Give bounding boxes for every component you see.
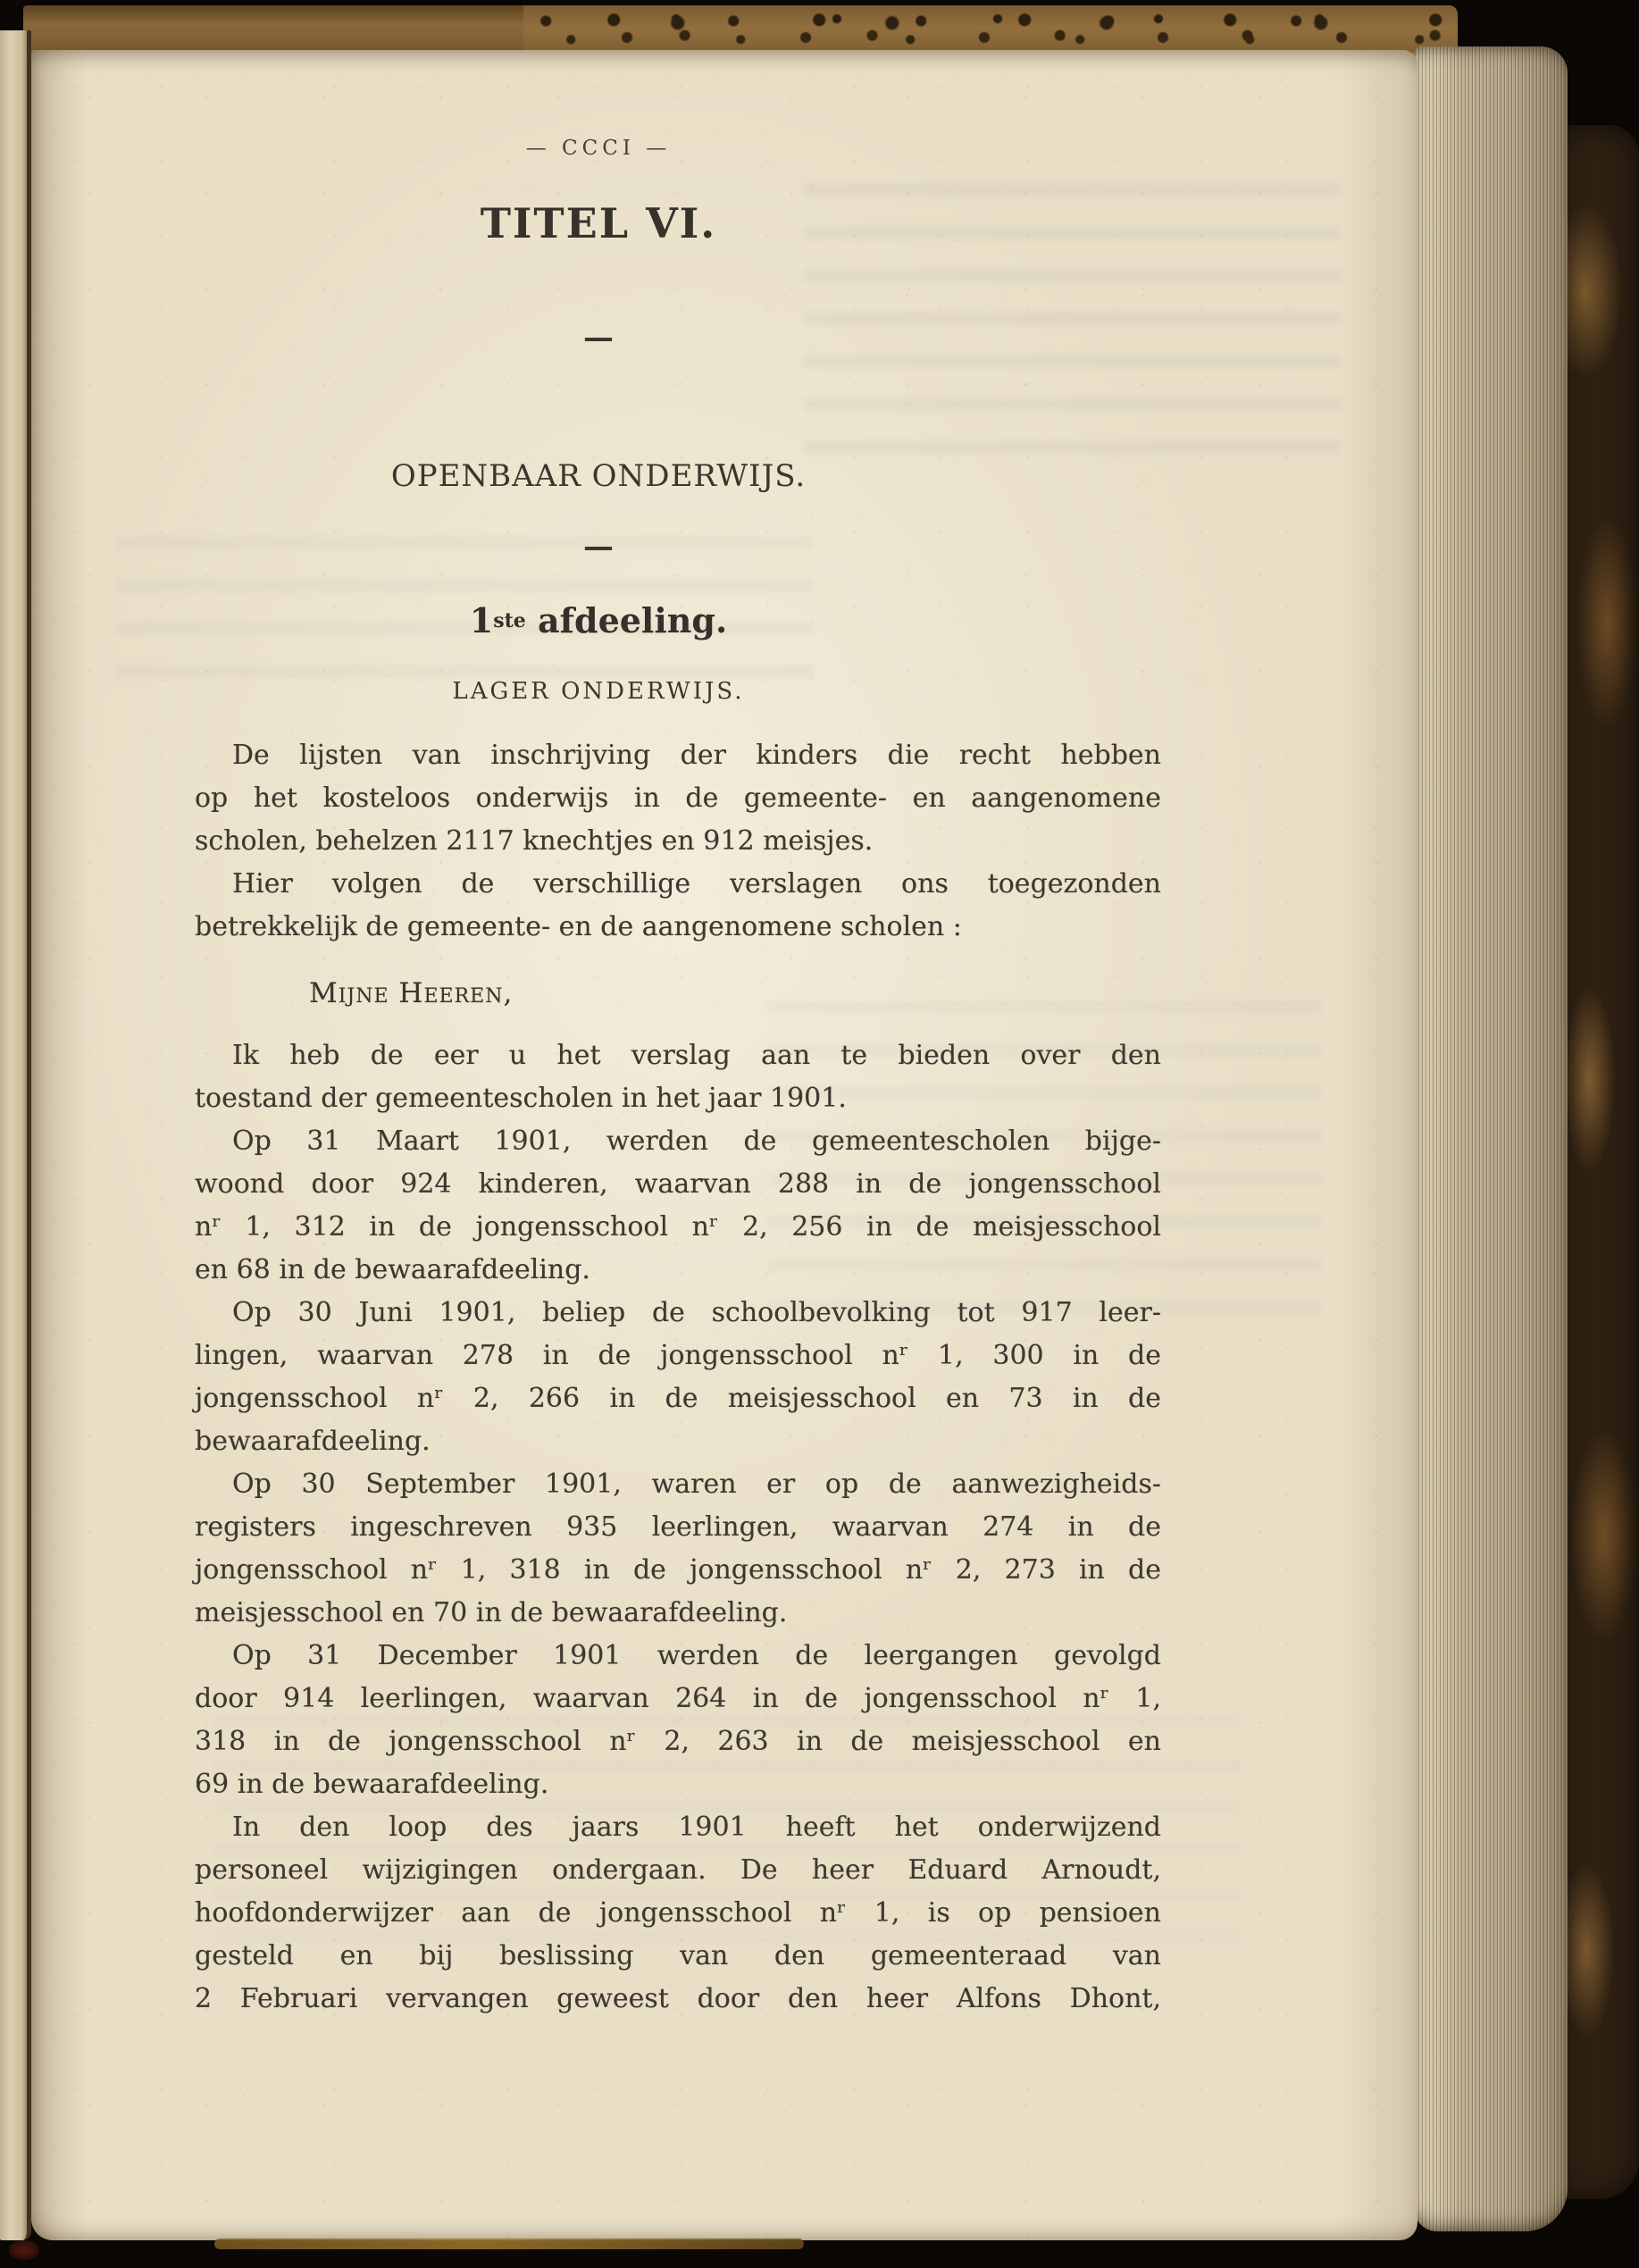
subsection-heading — [0, 600, 1197, 641]
paragraph — [195, 1463, 1161, 1635]
subsection-number: 1 — [469, 600, 494, 640]
text-line: Op 31 Maart 1901, werden de gemeentescholen bijge- — [232, 1126, 1161, 1157]
text-line: registers ingeschreven 935 leerlingen, waarvan 274 in de — [195, 1511, 1161, 1543]
paragraph — [195, 863, 1161, 949]
text-line: jongensschool nʳ 1, 318 in de jongensschool nʳ 2, 273 in de — [195, 1554, 1161, 1586]
text-line: 69 in de bewaarafdeeling. — [195, 1769, 549, 1800]
salutation: Mijne Heeren, — [309, 977, 514, 1009]
text-line: jongensschool nʳ 2, 266 in de meisjesschool en 73 in de — [195, 1383, 1161, 1414]
paragraph — [195, 1034, 1161, 1120]
page-title: TITEL VI. — [480, 199, 717, 247]
text-line: personeel wijzigingen ondergaan. De heer Eduard Arnoudt, — [195, 1854, 1161, 1886]
subheading: LAGER ONDERWIJS. — [452, 678, 745, 705]
text-line: In den loop des jaars 1901 heeft het onderwijzend — [232, 1812, 1161, 1843]
section-heading: OPENBAAR ONDERWIJS. — [390, 458, 807, 494]
text-line: nʳ 1, 312 in de jongensschool nʳ 2, 256 in de meisjesschool — [195, 1211, 1161, 1243]
text-line: meisjesschool en 70 in de bewaarafdeeling. — [195, 1597, 788, 1628]
text-line: door 914 leerlingen, waarvan 264 in de jongensschool nʳ 1, — [195, 1683, 1161, 1714]
text-line: 318 in de jongensschool nʳ 2, 263 in de meisjesschool en — [195, 1726, 1161, 1757]
paragraph — [195, 1635, 1161, 1806]
text-line: Op 30 September 1901, waren er op de aanwezigheids- — [232, 1469, 1161, 1500]
page-stack-fore-edge — [1414, 46, 1568, 2231]
body-text — [195, 734, 1161, 2021]
text-line: en 68 in de bewaarafdeeling. — [195, 1254, 590, 1285]
paragraph — [195, 734, 1161, 863]
paragraph — [195, 1120, 1161, 1292]
paragraph — [195, 1292, 1161, 1463]
text-line: lingen, waarvan 278 in de jongensschool nʳ 1, 300 in de — [195, 1340, 1161, 1371]
text-line: betrekkelijk de gemeente- en de aangenomene scholen : — [195, 911, 962, 942]
text-line: Ik heb de eer u het verslag aan te bieden over den — [232, 1040, 1161, 1071]
text-line: Op 31 December 1901 werden de leergangen gevolgd — [232, 1640, 1161, 1671]
book-cover — [1556, 125, 1639, 2199]
paragraph — [195, 1806, 1161, 2021]
text-line: gesteld en bij beslissing van den gemeenteraad van — [195, 1940, 1161, 1971]
page-number: — CCCI — — [525, 137, 672, 160]
text-line: hoofdonderwijzer aan de jongensschool nʳ 1, is op pensioen — [195, 1897, 1161, 1929]
text-line: Op 30 Juni 1901, beliep de schoolbevolking tot 917 leer- — [232, 1297, 1161, 1328]
text-line: Hier volgen de verschillige verslagen ons toegezonden — [232, 868, 1161, 900]
section-divider: — — [583, 529, 614, 565]
text-line: woond door 924 kinderen, waarvan 288 in de jongensschool — [195, 1168, 1161, 1200]
section-divider: — — [583, 320, 614, 356]
text-line: bewaarafdeeling. — [195, 1426, 431, 1457]
text-line: 2 Februari vervangen geweest door den heer Alfons Dhont, — [195, 1983, 1161, 2014]
text-line: toestand der gemeentescholen in het jaar 1901. — [195, 1083, 847, 1114]
text-line: De lijsten van inschrijving der kinders die recht hebben — [232, 740, 1161, 771]
text-line: op het kosteloos onderwijs in de gemeente- en aangenomene — [195, 783, 1161, 814]
book-bottom-edge — [214, 2239, 804, 2249]
subsection-label: afdeeling. — [525, 600, 728, 640]
stain — [9, 2240, 39, 2260]
facing-page-edge — [0, 30, 31, 2240]
text-line: scholen, behelzen 2117 knechtjes en 912 meisjes. — [195, 825, 874, 857]
subsection-ordinal-suffix: ste — [493, 609, 526, 632]
